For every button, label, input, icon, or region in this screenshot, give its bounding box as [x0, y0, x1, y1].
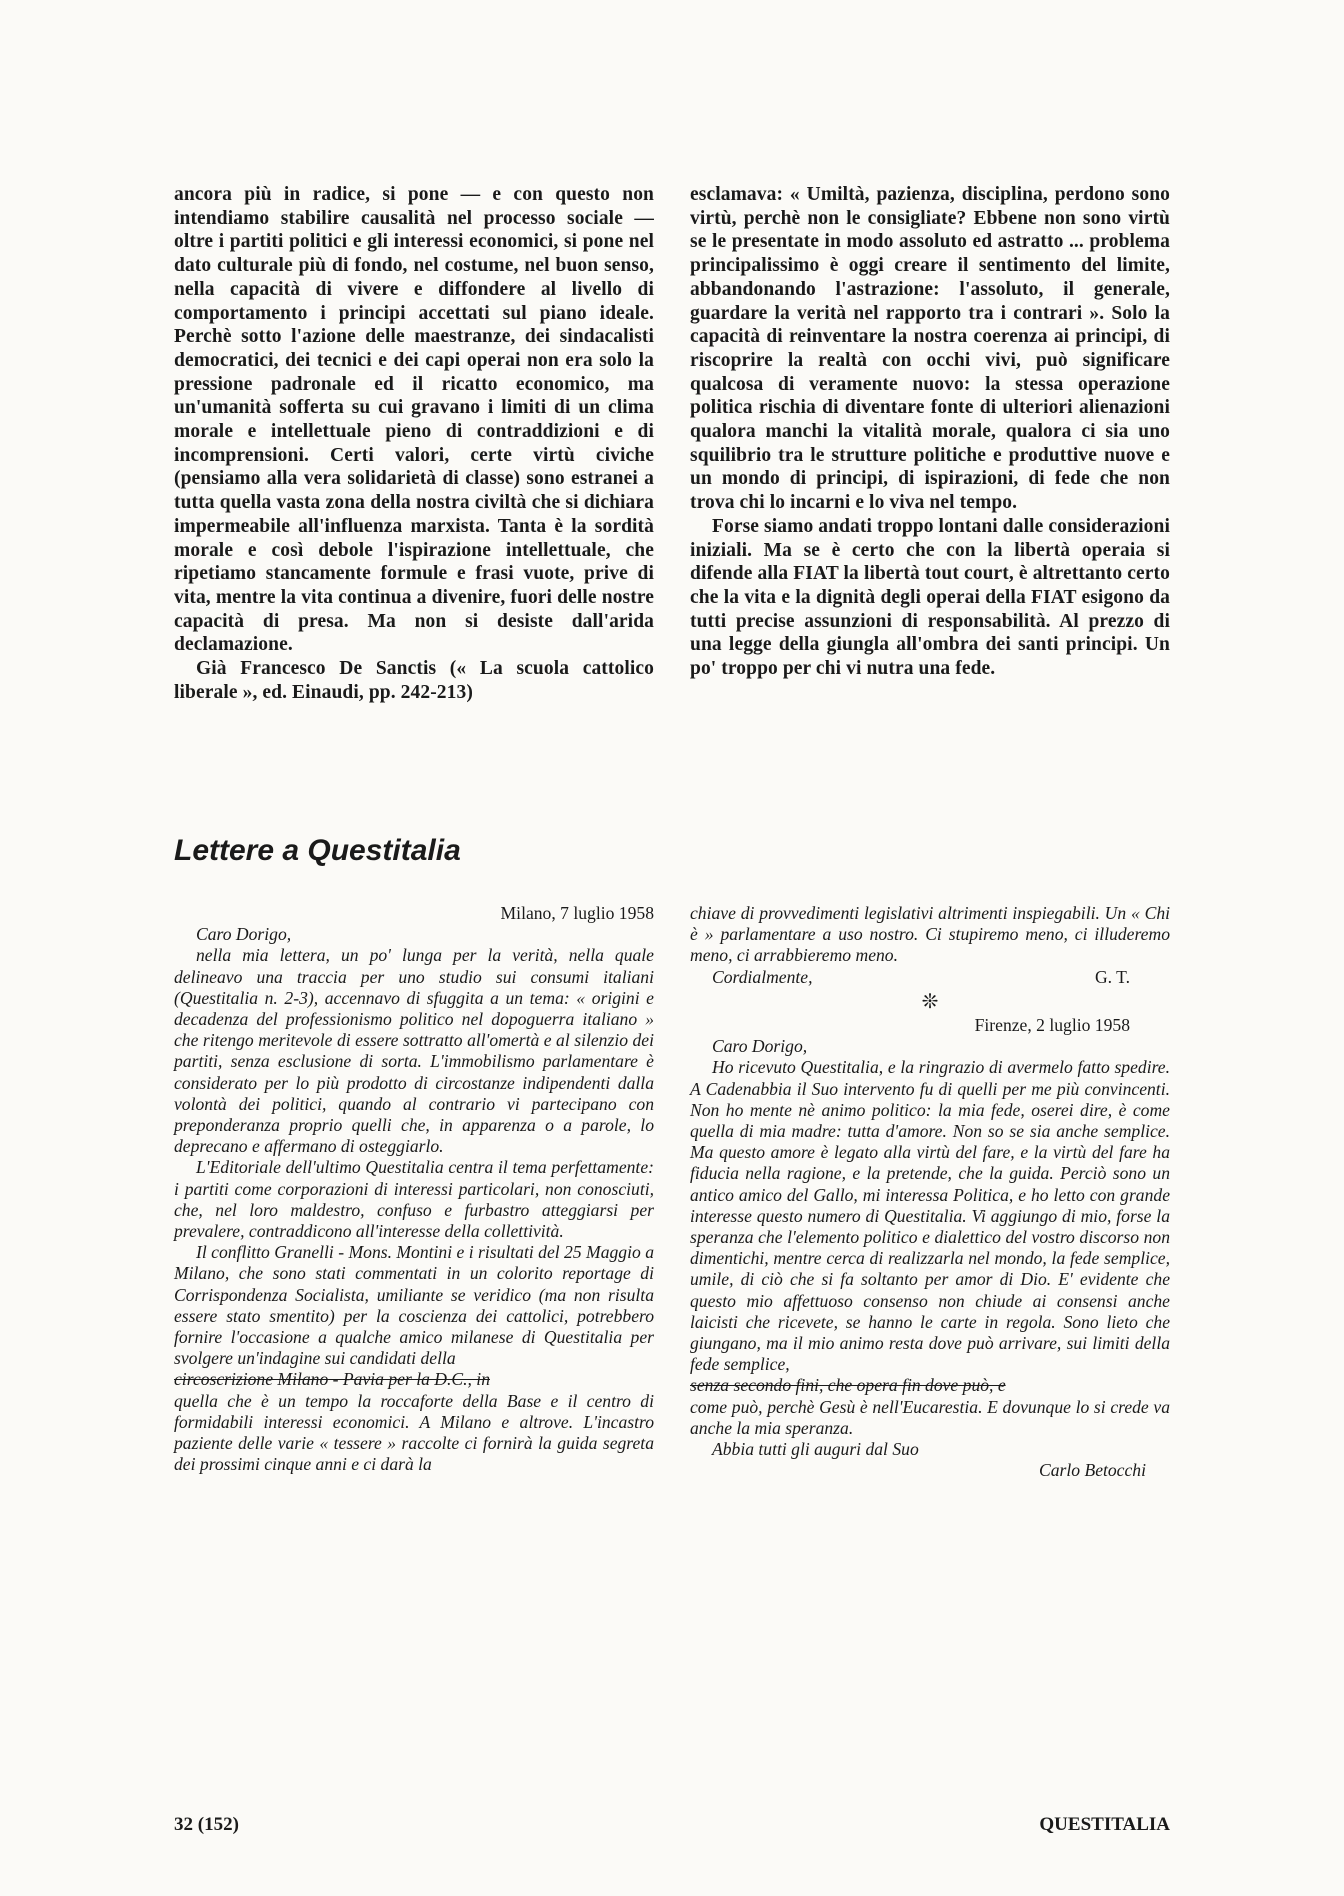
- separator-asterism: ❊: [921, 990, 939, 1013]
- article-paragraph: esclamava: « Umiltà, pazienza, disciplina, perdono sono virtù, perchè non le consigliate? Ebbene non sono virtù se le presentate in modo assoluto ed astratto ... problema principalissimo è oggi creare il sentimento del limite, abbandonando l'astrazione: l'assoluto, il generale, guardare la verità nel rapporto tra i contrari ». Solo la capacità di reinventare la nostra coerenza ai principi, di riscoprire la realtà con occhi vivi, può significare qualcosa di veramente nuovo: la stessa operazione politica rischia di diventare fonte di ulteriori alienazioni qualora manchi la vitalità morale, qualora ci sia uno squilibrio tra le strutture politiche e produttive nuove e un mondo di principi, di ispirazioni, di fede che non trova chi lo incarni e lo viva nel tempo.: [690, 184, 1170, 514]
- letter-column-right: [690, 903, 1170, 1481]
- page-number: 32 (152): [174, 1814, 239, 1835]
- letter-struck-line: senza secondo fini, che opera fin dove può, e: [690, 1375, 1006, 1396]
- article-paragraph: Già Francesco De Sanctis (« La scuola cattolico liberale », ed. Einaudi, pp. 242-213): [174, 658, 654, 703]
- letter-continuation: chiave di provvedimenti legislativi altrimenti inspiegabili. Un « Chi è » parlamentare a uso nostro. Ci stupiremo meno, ci illuderemo meno, ci arrabbieremo meno.: [690, 903, 1170, 966]
- letter-signature: Carlo Betocchi: [1038, 1460, 1146, 1481]
- letter-paragraph: Ho ricevuto Questitalia, e la ringrazio di avermelo fatto spedire. A Cadenabbia il Suo intervento fu di quelli per me più convincenti. Non ho mente nè animo politico: la mia fede, oserei dire, è come quella di mia madre: tutta d'amore. Non so se sia anche semplice. Ma questo amore è legato alla virtù del fare, e la virtù del fare ha fiducia nella ragione, e la pretende, che la guida. Perciò sono un antico amico del Gallo, mi interessa Politica, e ho letto con grande interesse questo numero di Questitalia. Vi aggiungo di mio, forse la speranza che l'elemento politico e dialettico del vostro discorso non dimentichi, mentre cerca di realizzarla nel mondo, la fede semplice, umile, di ciò che si fa soltanto per amor di Dio. E' evidente che questo mio affettuoso consenso non chiude ai consensi anche laicisti che ricevete, se hanno le carte in regola. Sono lieto che giungano, ma il mio animo resta dove può arrivare, sui limiti della fede semplice,: [690, 1057, 1170, 1375]
- letter-milano: [174, 903, 654, 1475]
- letter-paragraph: quella che è un tempo la roccaforte della Base e il centro di formidabili interessi economici. A Milano e altrove. L'incastro paziente delle varie « tessere » raccolte ci fornirà la guida segreta dei prossimi cinque anni e ci darà la: [174, 1390, 654, 1475]
- article-paragraph: ancora più in radice, si pone — e con questo non intendiamo stabilire causalità nel processo sociale — oltre i partiti politici e gli interessi economici, si pone nel dato culturale più di fondo, nel costume, nel buon senso, nella capacità di vivere e diffondere al livello di comportamento i principi accettati sul piano ideale. Perchè sotto l'azione delle maestranze, dei sindacalisti democratici, dei tecnici e dei capi operai non era solo la pressione padronale ed il ricatto economico, ma un'umanità sofferta su cui gravano i limiti di un clima morale e intellettuale pieno di contraddizioni e di incomprensioni. Certi valori, certe virtù civiche (pensiamo alla vera solidarietà di classe) sono estranei a tutta quella vasta zona della nostra civiltà che si dichiara impermeabile all'influenza marxista. Tanta è la sordità morale e così debole l'ispirazione intellettuale, che ripetiamo stancamente formule e frasi vuote, prive di vita, mentre la vita continua a divenire, fuori delle nostre capacità di presa. Ma non si desiste dall'arida declamazione.: [174, 184, 654, 656]
- letter-signature: G. T.: [1094, 966, 1130, 987]
- section-title: Lettere a Questitalia: [174, 834, 461, 867]
- letter-paragraph: come può, perchè Gesù è nell'Eucarestia. E dovunque lo si crede va anche la mia speranza.: [690, 1396, 1170, 1438]
- letter-date: Milano, 7 luglio 1958: [500, 903, 654, 923]
- article-right-column: [690, 183, 1170, 681]
- journal-name: QUESTITALIA: [1039, 1814, 1170, 1835]
- article-left-column: [174, 183, 654, 704]
- letter-closing: Cordialmente,: [712, 966, 813, 987]
- article-paragraph: Forse siamo andati troppo lontani dalle considerazioni iniziali. Ma se è certo che con la libertà operaia si difende alla FIAT la libertà tout court, è altrettanto certo che la vita e la dignità degli operai della FIAT esigono da tutti precise assunzioni di responsabilità. Al prezzo di una legge della giungla all'ombra dei santi principi. Un po' troppo per chi vi nutra una fede.: [690, 515, 1170, 680]
- letter-paragraph: nella mia lettera, un po' lunga per la verità, nella quale delineavo una traccia per uno studio sui consumi italiani (Questitalia n. 2-3), accennavo di sfuggita a un tema: « origini e decadenza del professionismo politico nel dopoguerra italiano » che ritengo meritevole di essere sottratto all'omertà e al silenzio dei partiti, senza esclusione di sorta. L'immobilismo parlamentare è considerato per lo più prodotto di circostanze indipendenti dalla volontà dei politici, quando al contrario vi partecipano con preponderanza proprio quelli che, in apparenza o a parole, lo deprecano e affermano di osteggiarlo.: [174, 945, 654, 1157]
- letter-struck-line: circoscrizione Milano - Pavia per la D.C., in: [174, 1369, 490, 1390]
- letter-date: Firenze, 2 luglio 1958: [974, 1015, 1130, 1036]
- letter-signoff: [690, 967, 1170, 988]
- letter-paragraph: L'Editoriale dell'ultimo Questitalia centra il tema perfettamente: i partiti come corporazioni di interessi particolari, non conosciuti, che, nel loro maldestro, confuso e furbastro atteggiarsi per prevalere, contraddicono all'interesse della collettività.: [174, 1157, 654, 1242]
- letter-salutation: Caro Dorigo,: [196, 924, 292, 945]
- letter-closing: Abbia tutti gli auguri dal Suo: [712, 1439, 919, 1460]
- letter-salutation: Caro Dorigo,: [712, 1036, 808, 1057]
- letter-paragraph: Il conflitto Granelli - Mons. Montini e i risultati del 25 Maggio a Milano, che sono stati commentati in un colorito reportage di Corrispondenza Socialista, umiliante se veridico (ma non risulta essere stato smentito) per la coscienza dei cattolici, potrebbero fornire l'occasione a qualche amico milanese di Questitalia per svolgere un'indagine sui candidati della: [174, 1242, 654, 1369]
